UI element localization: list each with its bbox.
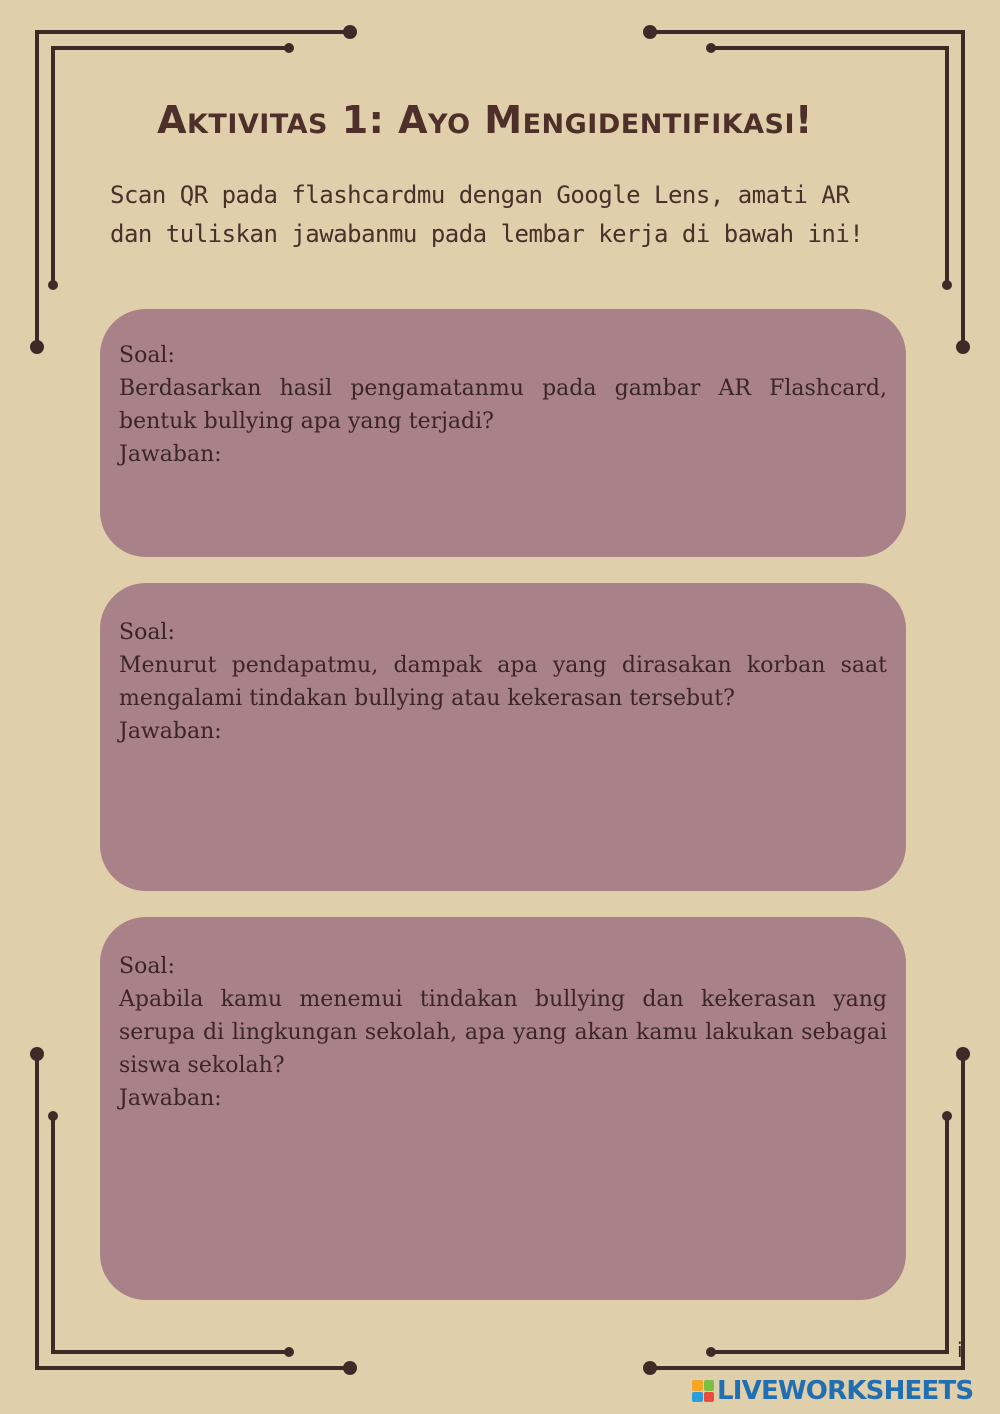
question-text: Apabila kamu menemui tindakan bullying dan kekerasan yang serupa di lingkungan sekolah, apa yang akan kamu lakukan sebagai siswa sekolah? — [119, 987, 887, 1078]
question-card-2 — [100, 583, 906, 891]
question-card-1 — [100, 309, 906, 557]
answer-label[interactable]: Jawaban: — [119, 719, 222, 744]
question-label: Soal: — [119, 343, 175, 368]
brand-name: LIVEWORKSHEETS — [717, 1376, 974, 1406]
question-text: Menurut pendapatmu, dampak apa yang dirasakan korban saat mengalami tindakan bullying atau kekerasan tersebut? — [119, 653, 887, 711]
answer-label[interactable]: Jawaban: — [119, 1086, 222, 1111]
liveworksheets-logo-icon — [692, 1380, 714, 1402]
question-label: Soal: — [119, 954, 175, 979]
answer-label[interactable]: Jawaban: — [119, 442, 222, 467]
question-text: Berdasarkan hasil pengamatanmu pada gambar AR Flashcard, bentuk bullying apa yang terjadi? — [119, 376, 887, 434]
instruction-line-2: dan tuliskan jawabanmu pada lembar kerja di bawah ini! — [110, 220, 864, 248]
question-label: Soal: — [119, 620, 175, 645]
instructions — [110, 176, 900, 254]
page-mark: i — [957, 1338, 963, 1362]
liveworksheets-brand[interactable] — [692, 1374, 973, 1408]
page-title: Aktivitas 1: Ayo Mengidentifikasi! — [157, 98, 813, 142]
instruction-line-1: Scan QR pada flashcardmu dengan Google Lens, amati AR — [110, 181, 850, 209]
question-card-3 — [100, 917, 906, 1300]
